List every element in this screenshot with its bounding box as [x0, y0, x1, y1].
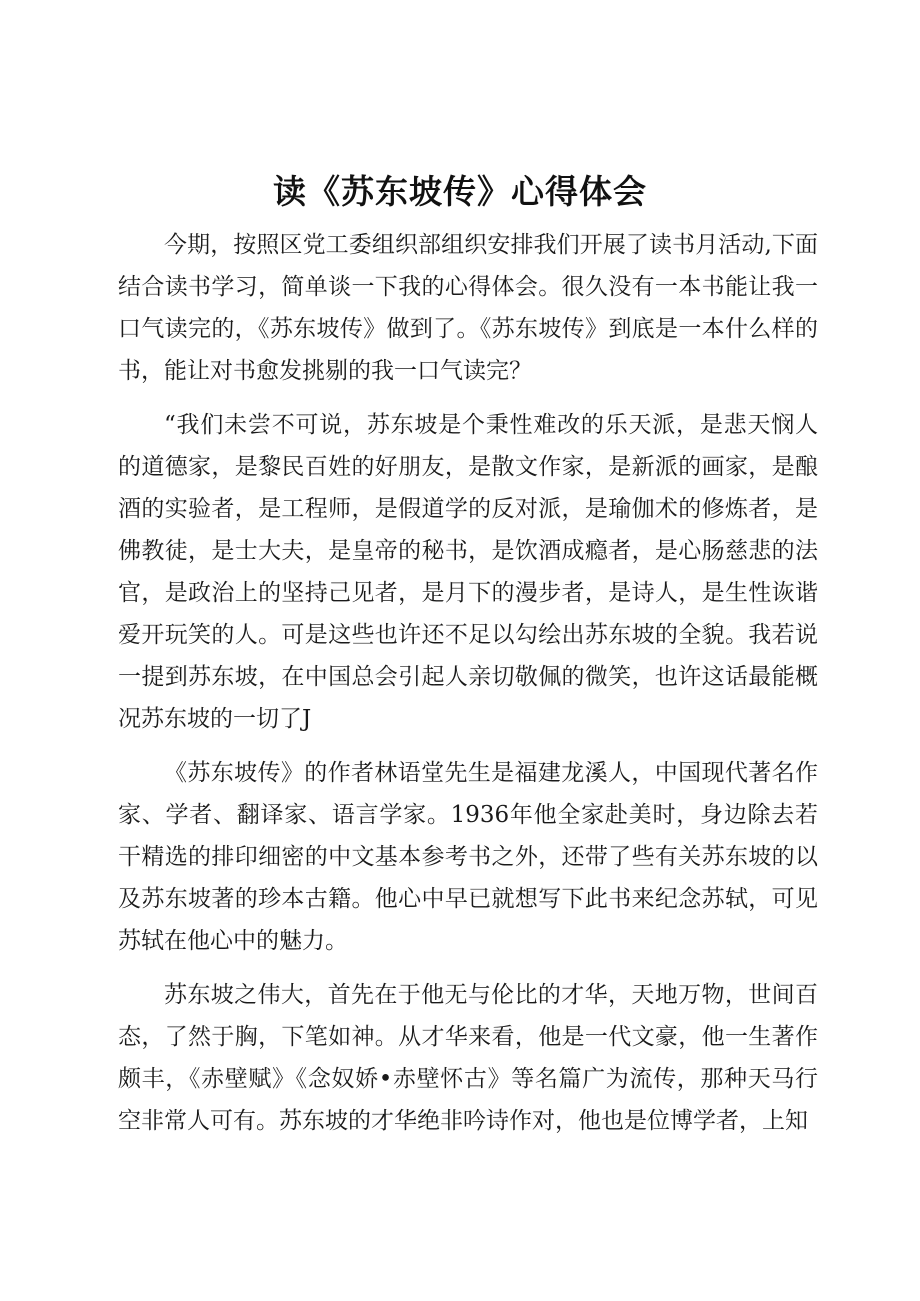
document-body [118, 224, 818, 1142]
paragraph-author: 《苏东坡传》的作者林语堂先生是福建龙溪人，中国现代著名作家、学者、翻译家、语言学家。1936年他全家赴美时，身边除去若干精选的排印细密的中文基本参考书之外，还带了些有关苏东坡的以及苏东坡著的珍本古籍。他心中早已就想写下此书来纪念苏轼，可见苏轼在他心中的魅力。 [118, 760, 818, 954]
paragraph-talent: 苏东坡之伟大，首先在于他无与伦比的才华，天地万物，世间百态，了然于胸，下笔如神。从才华来看，他是一代文豪，他一生著作颇丰，《赤壁赋》《念奴娇•赤壁怀古》等名篇广为流传，那种天马行空非常人可有。苏东坡的才华绝非吟诗作对，他也是位博学者，上知 [118, 982, 818, 1134]
paragraph-quote: “我们未尝不可说，苏东坡是个秉性难改的乐天派，是悲天悯人的道德家，是黎民百姓的好朋友，是散文作家，是新派的画家，是酿酒的实验者，是工程师，是假道学的反对派，是瑜伽术的修炼者，是佛教徒，是士大夫，是皇帝的秘书，是饮酒成瘾者，是心肠慈悲的法官，是政治上的坚持己见者，是月下的漫步者，是诗人，是生性诙谐爱开玩笑的人。可是这些也许还不足以勾绘出苏东坡的全貌。我若说一提到苏东坡，在中国总会引起人亲切敬佩的微笑，也许这话最能概况苏东坡的一切了J [118, 412, 818, 732]
document-title: 读《苏东坡传》心得体会 [273, 172, 647, 211]
paragraph-intro: 今期，按照区党工委组织部组织安排我们开展了读书月活动,下面结合读书学习，简单谈一下我的心得体会。很久没有一本书能让我一口气读完的，《苏东坡传》做到了。《苏东坡传》到底是一本什么样的书，能让对书愈发挑剔的我一口气读完？ [118, 232, 818, 384]
